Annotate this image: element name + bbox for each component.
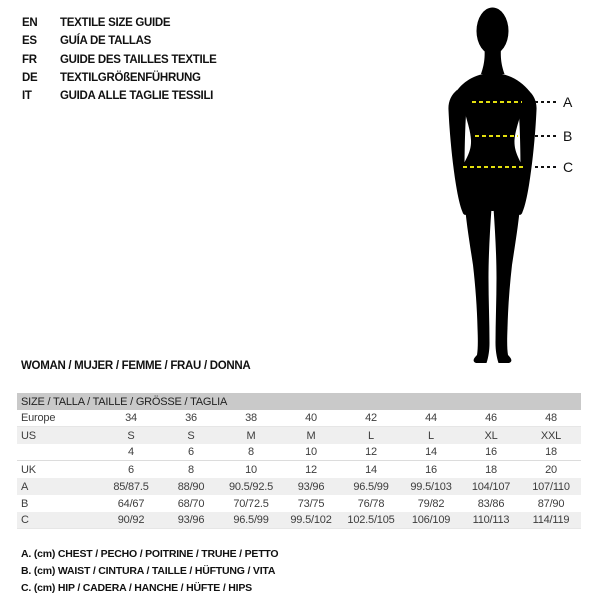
table-cell: 42 bbox=[365, 412, 377, 424]
table-row-europe bbox=[17, 410, 581, 427]
table-cell: 90.5/92.5 bbox=[228, 480, 274, 493]
table-cell: 93/96 bbox=[297, 480, 325, 493]
table-cell: 70/72.5 bbox=[233, 497, 269, 510]
chest-label: A bbox=[563, 94, 573, 110]
table-cell: 4 bbox=[128, 446, 134, 458]
table-cell: 90/92 bbox=[117, 514, 145, 526]
table-cell: L bbox=[368, 429, 374, 442]
table-cell: 96.5/99 bbox=[233, 514, 269, 526]
table-cell: L bbox=[428, 429, 434, 442]
table-cell: 14 bbox=[365, 463, 377, 476]
size-table bbox=[17, 393, 581, 529]
hip-label: C bbox=[563, 159, 574, 175]
size-table-header bbox=[17, 393, 581, 410]
language-row-fr bbox=[22, 51, 217, 69]
language-label: GUIDE DES TAILLES TEXTILE bbox=[60, 53, 217, 66]
table-row-waist bbox=[17, 495, 581, 512]
table-cell: 36 bbox=[185, 412, 197, 424]
table-cell: 12 bbox=[305, 463, 317, 476]
table-cell: 106/109 bbox=[411, 514, 451, 526]
table-cell: 99.5/102 bbox=[290, 514, 332, 526]
size-table-header-label: SIZE / TALLA / TAILLE / GRÖSSE / TAGLIA bbox=[21, 395, 228, 408]
table-cell: XL bbox=[484, 429, 498, 442]
table-cell: 14 bbox=[425, 446, 437, 458]
table-cell: 46 bbox=[485, 412, 497, 424]
legend-waist: B. (cm) WAIST / CINTURA / TAILLE / HÜFTUNG / VITA bbox=[21, 565, 276, 577]
legend-hip: C. (cm) HIP / CADERA / HANCHE / HÜFTE / HIPS bbox=[21, 582, 252, 594]
table-cell: 107/110 bbox=[532, 480, 570, 493]
table-cell: 85/87.5 bbox=[113, 480, 149, 493]
table-row-hip bbox=[17, 512, 581, 529]
table-cell: XXL bbox=[540, 429, 562, 442]
table-row-uk bbox=[17, 461, 581, 478]
language-code: ES bbox=[22, 35, 37, 48]
language-label: GUÍA DE TALLAS bbox=[60, 35, 151, 48]
language-row-it bbox=[22, 87, 217, 105]
table-cell: 38 bbox=[245, 412, 257, 424]
table-cell: 102.5/105 bbox=[347, 514, 395, 526]
table-cell: 87/90 bbox=[537, 497, 565, 510]
table-cell: 44 bbox=[425, 412, 437, 424]
table-cell: 16 bbox=[485, 446, 497, 458]
row-label: C bbox=[21, 514, 29, 526]
table-row-chest bbox=[17, 478, 581, 495]
table-cell: 96.5/99 bbox=[353, 480, 389, 493]
table-cell: 18 bbox=[485, 463, 497, 476]
table-cell: 64/67 bbox=[117, 497, 145, 510]
language-code: DE bbox=[22, 72, 38, 85]
table-cell: 79/82 bbox=[417, 497, 445, 510]
table-cell: 18 bbox=[545, 446, 557, 458]
row-label: A bbox=[21, 480, 29, 493]
table-cell: 12 bbox=[365, 446, 377, 458]
language-code: FR bbox=[22, 53, 37, 66]
woman-silhouette bbox=[448, 8, 536, 364]
language-guide-block bbox=[22, 14, 217, 105]
table-cell: 93/96 bbox=[177, 514, 205, 526]
table-cell: 73/75 bbox=[297, 497, 325, 510]
row-label: US bbox=[21, 429, 36, 442]
table-cell: 104/107 bbox=[471, 480, 511, 493]
table-cell: 99.5/103 bbox=[410, 480, 452, 493]
table-cell: 110/113 bbox=[472, 514, 510, 526]
table-cell: 16 bbox=[425, 463, 437, 476]
table-cell: 6 bbox=[128, 463, 134, 476]
table-cell: 76/78 bbox=[357, 497, 385, 510]
table-cell: 88/90 bbox=[177, 480, 205, 493]
language-code: IT bbox=[22, 90, 32, 103]
legend-chest: A. (cm) CHEST / PECHO / POITRINE / TRUHE / PETTO bbox=[21, 548, 279, 560]
table-cell: 40 bbox=[305, 412, 317, 424]
language-code: EN bbox=[22, 17, 38, 30]
table-cell: 6 bbox=[188, 446, 194, 458]
language-row-es bbox=[22, 32, 217, 50]
waist-label: B bbox=[563, 128, 573, 144]
row-label: B bbox=[21, 497, 29, 510]
table-cell: 68/70 bbox=[177, 497, 205, 510]
table-cell: 83/86 bbox=[477, 497, 505, 510]
language-label: TEXTILE SIZE GUIDE bbox=[60, 17, 171, 30]
table-row-us-numeric bbox=[17, 444, 581, 461]
table-cell: 48 bbox=[545, 412, 557, 424]
table-cell: 10 bbox=[305, 446, 317, 458]
language-row-en bbox=[22, 14, 217, 32]
table-cell: 34 bbox=[125, 412, 137, 424]
section-title: WOMAN / MUJER / FEMME / FRAU / DONNA bbox=[21, 360, 251, 372]
table-cell: M bbox=[306, 429, 316, 442]
language-label: GUIDA ALLE TAGLIE TESSILI bbox=[60, 90, 214, 103]
language-label: TEXTILGRÖßENFÜHRUNG bbox=[60, 72, 201, 85]
table-cell: M bbox=[246, 429, 256, 442]
row-label: Europe bbox=[21, 412, 56, 424]
table-cell: 8 bbox=[188, 463, 194, 476]
table-cell: 20 bbox=[545, 463, 557, 476]
language-row-de bbox=[22, 69, 217, 87]
table-cell: S bbox=[187, 429, 195, 442]
table-cell: S bbox=[127, 429, 135, 442]
measurement-legend bbox=[21, 546, 278, 597]
table-cell: 8 bbox=[248, 446, 254, 458]
woman-silhouette-figure bbox=[420, 0, 580, 370]
table-cell: 114/119 bbox=[532, 514, 570, 526]
table-cell: 10 bbox=[245, 463, 257, 476]
table-row-us bbox=[17, 427, 581, 444]
row-label: UK bbox=[21, 463, 36, 476]
